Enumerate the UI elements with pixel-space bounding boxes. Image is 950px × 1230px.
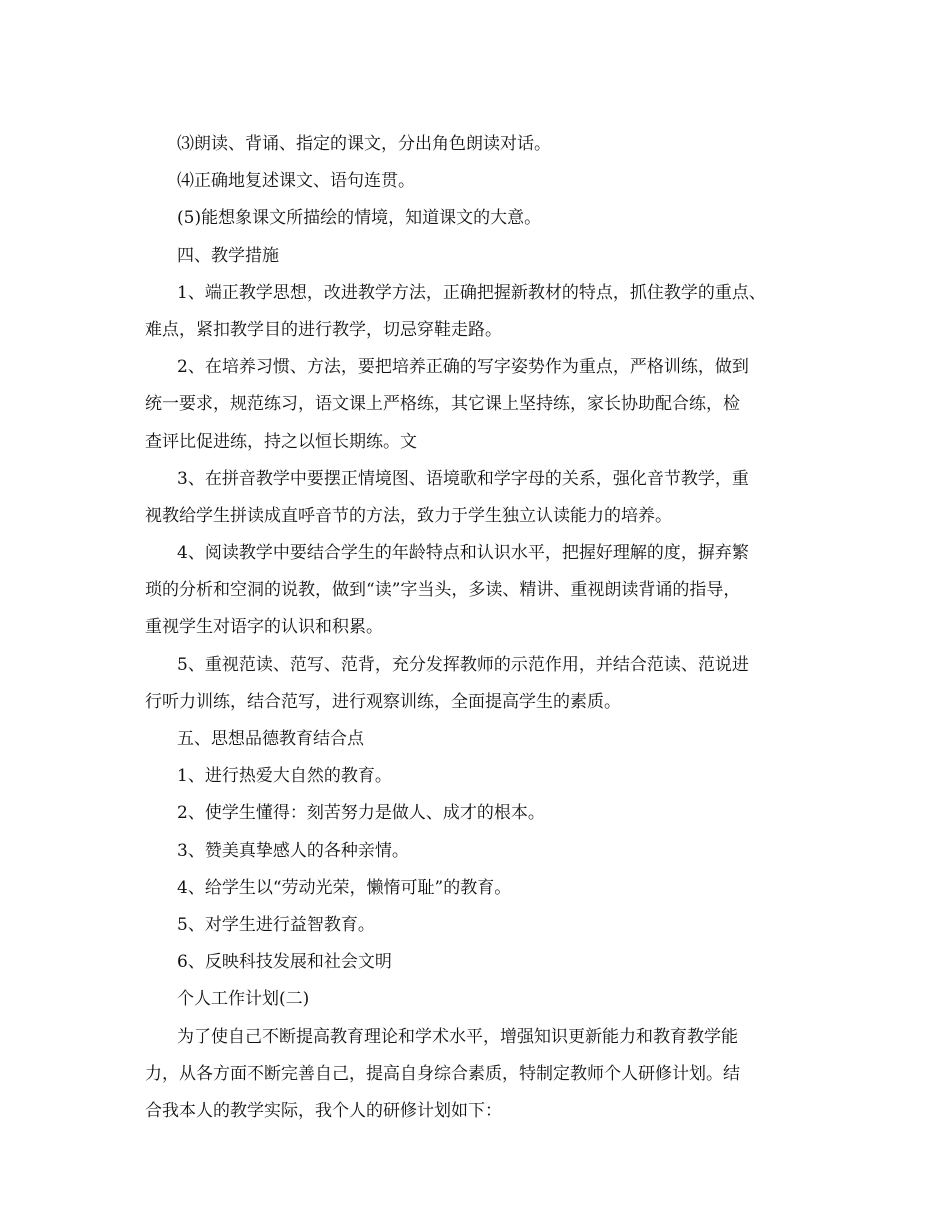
text-line: ⑷正确地复述课文、语句连贯。 [177,171,415,192]
text-line: 力，从各方面不断完善自己，提高自身综合素质，特制定教师个人研修计划。结 [145,1063,740,1084]
text-line: ⑶朗读、背诵、指定的课文，分出角色朗读对话。 [177,134,551,154]
text-line: 2、在培养习惯、方法，要把培养正确的写字姿势作为重点，严格训练，做到 [177,357,749,378]
text-line: 2、使学生懂得：刻苦努力是做人、成才的根本。 [177,803,545,824]
text-line: 1、进行热爱大自然的教育。 [177,766,392,787]
text-line: 统一要求，规范练习，语文课上严格练，其它课上坚持练，家长协助配合练，检 [145,394,740,415]
text-line: 合我本人的教学实际，我个人的研修计划如下： [145,1100,502,1121]
text-line: 5、重视范读、范写、范背，充分发挥教师的示范作用，并结合范读、范说进 [177,654,749,675]
text-line: 个人工作计划(二) [177,989,310,1010]
text-line: 行听力训练，结合范写，进行观察训练，全面提高学生的素质。 [145,691,621,712]
text-line: 五、思想品德教育结合点 [177,729,364,749]
text-line: 1、端正教学思想，改进教学方法，正确把握新教材的特点，抓住教学的重点、 [177,282,766,303]
text-line: 视教给学生拼读成直呼音节的方法，致力于学生独立认读能力的培养。 [145,505,672,526]
text-line: 难点，紧扣教学目的进行教学，切忌穿鞋走路。 [145,319,502,340]
text-line: 重视学生对语字的认识和积累。 [145,617,383,638]
text-line: (5)能想象课文所描绘的情境，知道课文的大意。 [177,208,542,229]
text-line: 查评比促进练，持之以恒长期练。文 [145,431,417,452]
text-line: 4、阅读教学中要结合学生的年龄特点和认识水平，把握好理解的度，摒弃繁 [177,543,749,564]
document-body [145,126,815,1130]
text-line: 琐的分析和空洞的说教，做到“读”字当头，多读、精讲、重视朗读背诵的指导， [145,580,741,601]
text-line: 四、教学措施 [177,245,279,266]
text-line: 3、在拼音教学中要摆正情境图、语境歌和学字母的关系，强化音节教学，重 [177,468,749,489]
text-line: 4、给学生以“劳动光荣，懒惰可耻”的教育。 [177,877,512,898]
text-line: 5、对学生进行益智教育。 [177,914,375,935]
text-line: 6、反映科技发展和社会文明 [177,952,392,973]
text-line: 3、赞美真挚感人的各种亲情。 [177,840,409,861]
text-line: 为了使自己不断提高教育理论和学术水平，增强知识更新能力和教育教学能 [177,1026,738,1047]
